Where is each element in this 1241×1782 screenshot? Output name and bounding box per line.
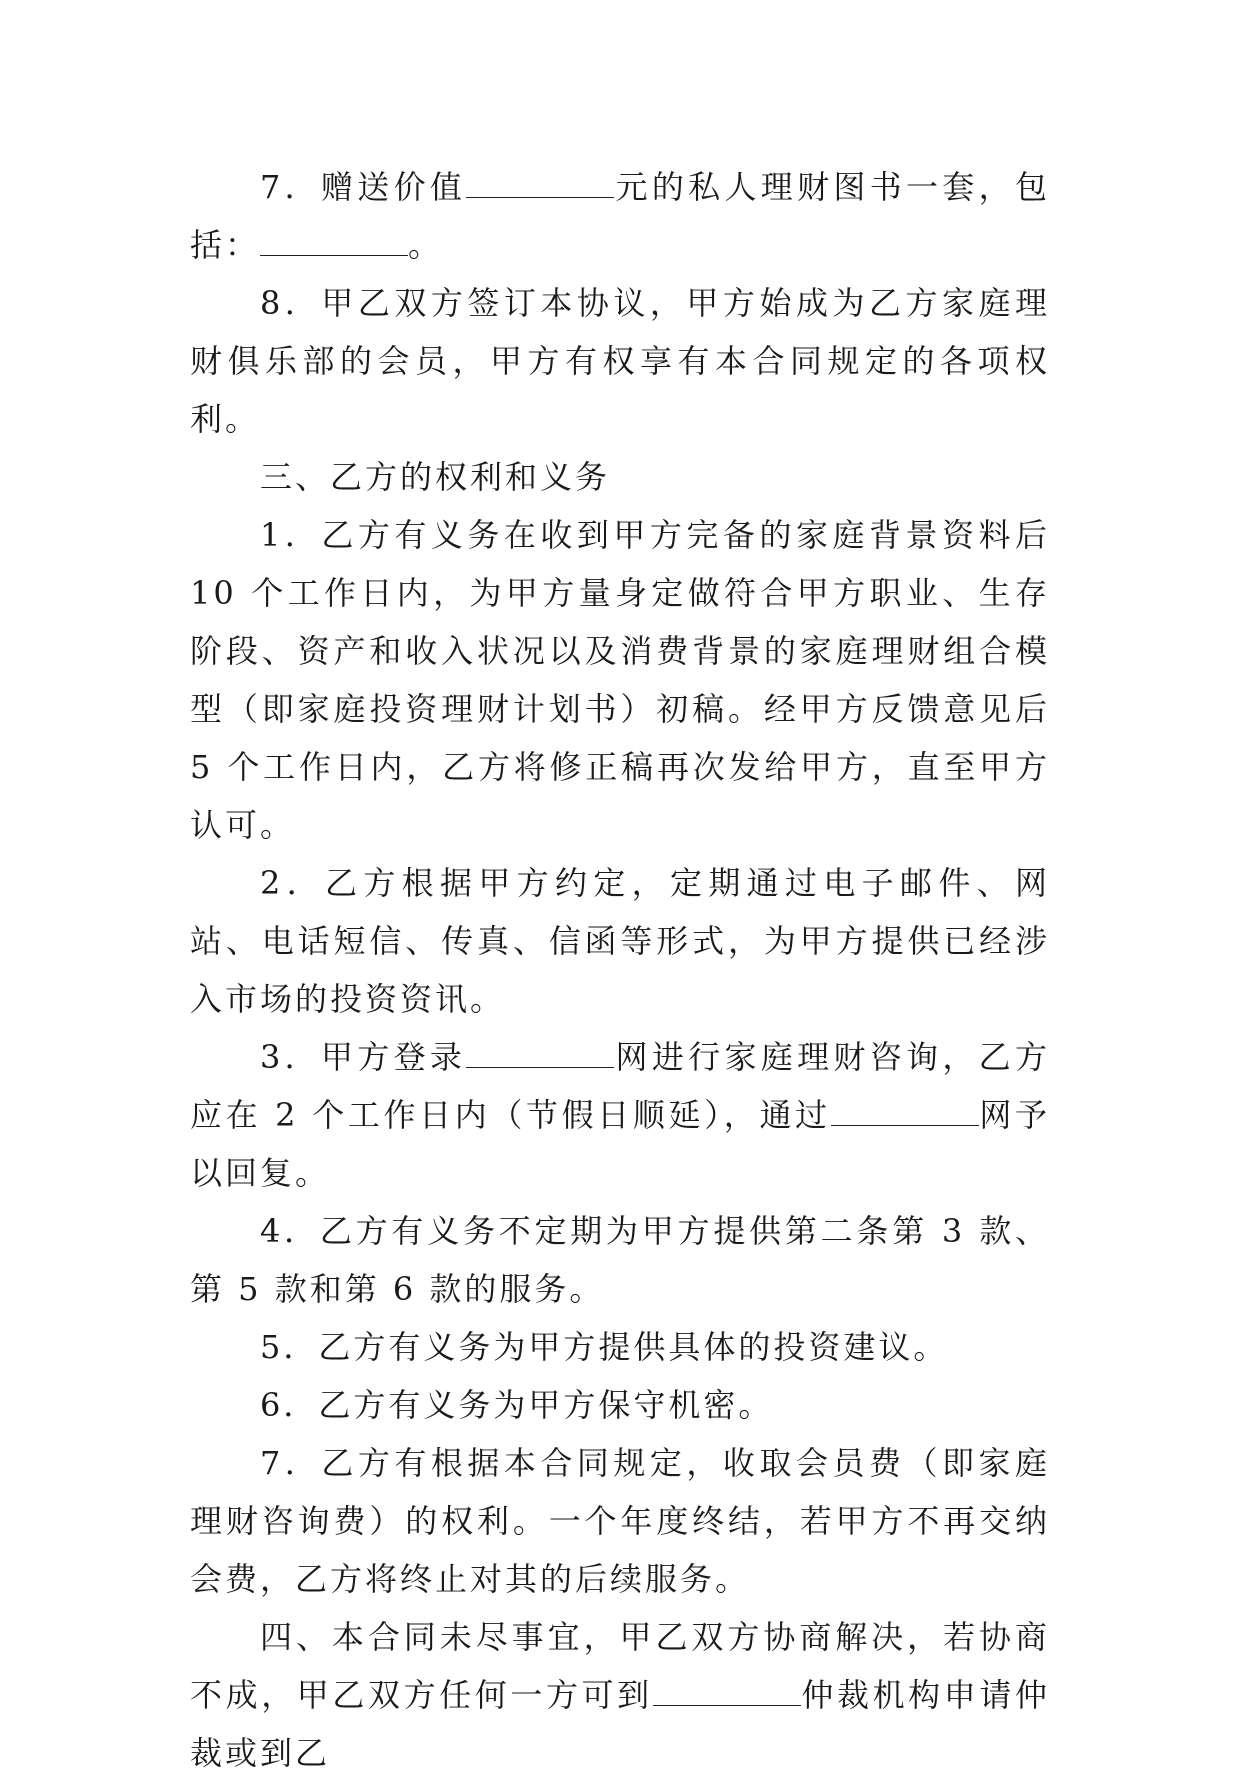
clause-8-membership bbox=[190, 274, 1050, 448]
section-3-heading bbox=[190, 448, 1050, 506]
clause-3-7-fee bbox=[190, 1434, 1050, 1608]
clause-text: 3．甲方登录 bbox=[260, 1038, 467, 1076]
clause-text: 元的私人理财图书一套，包括： bbox=[190, 168, 1050, 264]
clause-3-4-service bbox=[190, 1202, 1050, 1318]
clause-text: 2．乙方根据甲方约定，定期通过电子邮件、网站、电话短信、传真、信函等形式，为甲方提供已经涉入市场的投资资讯。 bbox=[190, 864, 1050, 1018]
blank-field-gift-value bbox=[466, 171, 614, 198]
section-heading: 三、乙方的权利和义务 bbox=[260, 458, 611, 496]
clause-text: 6．乙方有义务为甲方保守机密。 bbox=[260, 1386, 774, 1424]
clause-text: 。 bbox=[408, 226, 444, 264]
clause-7-gift-books bbox=[190, 158, 1050, 274]
clause-text: 四、本合同未尽事宜，甲乙双方协商解决，若协商不成，甲乙双方任何一方可到 bbox=[190, 1618, 1050, 1714]
clause-text: 5．乙方有义务为甲方提供具体的投资建议。 bbox=[260, 1328, 949, 1366]
clause-3-1-plan bbox=[190, 506, 1050, 854]
blank-field-reply-website bbox=[831, 1099, 979, 1126]
blank-field-website bbox=[466, 1041, 614, 1068]
section-4-dispute bbox=[190, 1608, 1050, 1782]
clause-text: 7．乙方有根据本合同规定，收取会员费（即家庭理财咨询费）的权利。一个年度终结，若甲方不再交纳会费，乙方将终止对其的后续服务。 bbox=[190, 1444, 1050, 1598]
clause-text: 1．乙方有义务在收到甲方完备的家庭背景资料后 10 个工作日内，为甲方量身定做符合甲方职业、生存阶段、资产和收入状况以及消费背景的家庭理财组合模型（即家庭投资理财计划书）初稿。经甲方反馈意见后 5 个工作日内，乙方将修正稿再次发给甲方，直至甲方认可。 bbox=[190, 516, 1050, 844]
blank-field-book-list bbox=[260, 229, 408, 256]
clause-3-5-advice bbox=[190, 1318, 1050, 1376]
blank-field-arbitration bbox=[653, 1679, 801, 1706]
clause-text: 8．甲乙双方签订本协议，甲方始成为乙方家庭理财俱乐部的会员，甲方有权享有本合同规定的各项权利。 bbox=[190, 284, 1050, 438]
clause-3-3-consult bbox=[190, 1028, 1050, 1202]
clause-3-2-info bbox=[190, 854, 1050, 1028]
clause-3-6-confidential bbox=[190, 1376, 1050, 1434]
clause-text: 网进行家庭理财咨询，乙方应在 2 个工作日内（节假日顺延），通过 bbox=[190, 1038, 1050, 1134]
clause-text: 7．赠送价值 bbox=[260, 168, 467, 206]
clause-text: 4．乙方有义务不定期为甲方提供第二条第 3 款、第 5 款和第 6 款的服务。 bbox=[190, 1212, 1050, 1308]
clause-text: 网予以回复。 bbox=[190, 1096, 1050, 1192]
document-body bbox=[190, 158, 1050, 1782]
clause-text: 仲裁机构申请仲裁或到乙 bbox=[190, 1676, 1050, 1772]
